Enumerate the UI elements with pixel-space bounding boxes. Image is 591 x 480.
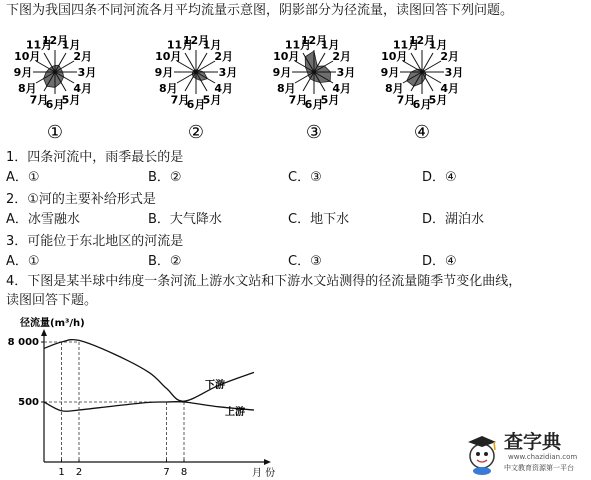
month-label: 2月 [73, 50, 93, 63]
month-label: 4月 [214, 82, 234, 95]
y-axis-label: 径流量(m³/h) [20, 318, 85, 329]
question-1-option-c[interactable]: C．③ [288, 170, 322, 185]
month-label: 5月 [428, 93, 448, 107]
month-label: 4月 [332, 82, 352, 95]
x-tick-label: 1 [58, 467, 65, 478]
q4-text-line2: 读图回答下题。 [6, 293, 98, 308]
question-3-option-b[interactable]: B．② [148, 254, 182, 269]
intro-text: 下图为我国四条不同河流各月平均流量示意图，阴影部分为径流量，读图回答下列问题。 [6, 3, 514, 18]
question-3-option-c[interactable]: C．③ [288, 254, 322, 269]
question-1-text: 1．四条河流中，雨季最长的是 [6, 150, 184, 165]
month-label: 3月 [218, 66, 238, 79]
month-label: 4月 [440, 82, 460, 95]
runoff-chart [0, 312, 300, 478]
diagram-2 [155, 34, 238, 143]
diagram-1 [14, 34, 97, 143]
question-3-text: 3．可能位于东北地区的河流是 [6, 234, 184, 249]
month-label: 1月 [320, 38, 340, 52]
month-label: 8月 [384, 82, 404, 95]
month-label: 9月 [380, 66, 400, 79]
diagram-number: ② [187, 122, 205, 143]
month-label: 5月 [202, 93, 222, 107]
question-1-option-b[interactable]: B．② [148, 170, 182, 185]
month-label: 6月 [304, 98, 324, 111]
diagram-3 [273, 34, 356, 143]
month-label: 9月 [272, 66, 292, 79]
question-1-option-d[interactable]: D．④ [422, 170, 457, 185]
x-tick-label: 8 [180, 467, 188, 478]
month-label: 9月 [13, 66, 33, 79]
question-2-text: 2．①河的主要补给形式是 [6, 192, 156, 207]
series-upstream-line [44, 402, 254, 412]
month-label: 6月 [45, 98, 65, 111]
question-3-option-a[interactable]: A．① [6, 254, 40, 269]
month-label: 11月 [25, 38, 53, 52]
diagram-number: ③ [305, 122, 323, 143]
logo-slogan: 中文教育资源第一平台 [504, 464, 574, 472]
month-label: 6月 [186, 98, 206, 111]
month-label: 5月 [320, 93, 340, 107]
month-label: 7月 [29, 93, 49, 107]
month-label: 10月 [14, 50, 41, 63]
month-label: 12月 [41, 34, 69, 47]
month-label: 8月 [158, 82, 178, 95]
month-label: 2月 [332, 50, 352, 63]
month-label: 12月 [300, 34, 328, 47]
month-label: 11月 [392, 38, 420, 52]
x-axis-label: 月 份 [252, 468, 276, 478]
month-label: 7月 [288, 93, 308, 107]
x-axis-arrow-icon [264, 459, 271, 465]
month-label: 12月 [182, 34, 210, 47]
x-tick-label: 7 [163, 467, 170, 478]
question-2-option-c[interactable]: C．地下水 [288, 212, 350, 227]
month-label: 1月 [428, 38, 448, 52]
q4-text-line1: 4．下图是某半球中纬度一条河流上游水文站和下游水文站测得的径流量随季节变化曲线， [6, 274, 522, 289]
x-tick-label: 2 [75, 467, 83, 478]
month-label: 8月 [17, 82, 37, 95]
month-label: 8月 [276, 82, 296, 95]
question-2-option-d[interactable]: D．湖泊水 [422, 212, 485, 227]
month-label: 12月 [408, 34, 436, 47]
series-downstream-label: 下游 [205, 380, 225, 391]
month-label: 7月 [396, 93, 416, 107]
diagram-number: ④ [413, 122, 431, 143]
series-downstream-line [44, 340, 254, 402]
month-label: 4月 [73, 82, 93, 95]
series-upstream-label: 上游 [225, 407, 245, 418]
month-label: 6月 [412, 98, 432, 111]
month-label: 3月 [77, 66, 97, 79]
question-2-option-a[interactable]: A．冰雪融水 [6, 212, 80, 227]
month-label: 5月 [61, 93, 81, 107]
graduate-mascot-icon [468, 436, 496, 475]
month-label: 11月 [284, 38, 312, 52]
question-2-option-b[interactable]: B．大气降水 [148, 212, 222, 227]
logo-brand: 查字典 [504, 431, 562, 453]
question-3-option-d[interactable]: D．④ [422, 254, 457, 269]
month-label: 2月 [440, 50, 460, 63]
month-label: 1月 [61, 38, 81, 52]
month-label: 10月 [155, 50, 182, 63]
y-axis-arrow-icon [41, 329, 47, 336]
month-label: 3月 [336, 66, 356, 79]
month-label: 3月 [444, 66, 464, 79]
question-1-option-a[interactable]: A．① [6, 170, 40, 185]
diagram-number: ① [46, 122, 64, 143]
month-label: 2月 [214, 50, 234, 63]
y-tick-label: 8 000 [7, 337, 39, 348]
month-label: 9月 [154, 66, 174, 79]
diagram-4 [381, 34, 464, 143]
month-label: 10月 [273, 50, 300, 63]
month-label: 11月 [166, 38, 194, 52]
month-label: 10月 [381, 50, 408, 63]
month-label: 1月 [202, 38, 222, 52]
logo-url: www.chazidian.com [508, 453, 578, 461]
month-label: 7月 [170, 93, 190, 107]
chazidian-logo [464, 424, 588, 476]
river-flow-diagrams [0, 20, 591, 148]
y-tick-label: 500 [18, 397, 39, 408]
